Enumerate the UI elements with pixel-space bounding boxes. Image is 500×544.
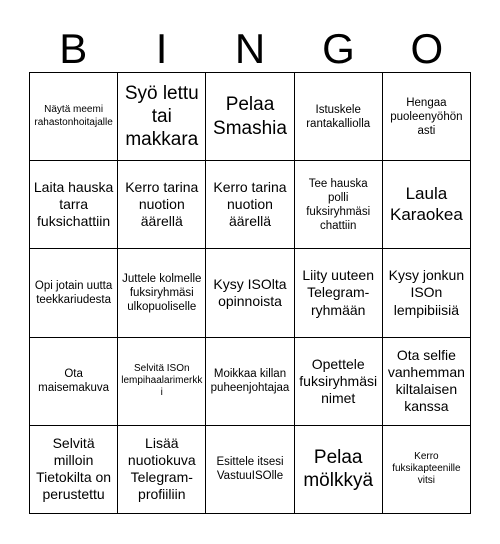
bingo-cell[interactable] (30, 73, 118, 161)
bingo-cell-text: Selvitä milloin Tietokilta on perustettu (36, 435, 112, 503)
bingo-cell-text: Kysy ISOlta opinnoista (213, 275, 287, 309)
bingo-cell-text: Juttele kolmelle fuksiryhmäsi ulkopuoliselle (122, 272, 202, 313)
bingo-cell-text: Kerro tarina nuotion äärellä (213, 179, 287, 230)
bingo-cell-text: Istuskele rantakalliolla (306, 103, 371, 130)
bingo-cell[interactable] (383, 73, 471, 161)
bingo-cell[interactable] (295, 73, 383, 161)
bingo-cell[interactable] (30, 249, 118, 337)
bingo-cell[interactable] (30, 426, 118, 514)
bingo-cell-text: Näytä meemi rahastonhoitajalle (34, 104, 113, 128)
bingo-cell[interactable] (295, 338, 383, 426)
header-letter-g: G (322, 25, 355, 72)
bingo-cell-text: Kerro tarina nuotion äärellä (125, 179, 199, 230)
bingo-cell[interactable] (383, 426, 471, 514)
header-letter-n: N (234, 25, 266, 72)
bingo-cell-text: Kerro fuksikapteenille vitsi (392, 451, 461, 487)
bingo-cell-text: Laula Karaokea (390, 184, 463, 224)
bingo-cell[interactable] (383, 338, 471, 426)
bingo-cell-text: Syö lettu tai makkara (124, 82, 199, 151)
bingo-cell-text: Lisää nuotiokuva Telegram-profiiliin (127, 435, 196, 503)
bingo-cell[interactable] (206, 161, 294, 249)
bingo-cell[interactable] (206, 73, 294, 161)
bingo-cell-text: Pelaa Smashia (213, 94, 287, 139)
bingo-cell[interactable] (295, 249, 383, 337)
bingo-cell[interactable] (383, 161, 471, 249)
bingo-cell[interactable] (118, 73, 206, 161)
header-letter-i: I (155, 25, 168, 72)
bingo-cell-text: Moikkaa killan puheenjohtajaa (210, 368, 290, 395)
bingo-cell[interactable] (206, 338, 294, 426)
bingo-grid (29, 72, 471, 514)
bingo-cell[interactable] (295, 161, 383, 249)
bingo-cell[interactable] (206, 426, 294, 514)
header-letter-o: O (410, 25, 444, 72)
bingo-cell[interactable] (206, 249, 294, 337)
bingo-cell[interactable] (118, 338, 206, 426)
bingo-cell-text: Laita hauska tarra fuksichattiin (33, 179, 114, 230)
bingo-cell-text: Liity uuteen Telegram-ryhmään (302, 267, 374, 318)
bingo-cell-text: Tee hauska polli fuksiryhmäsi chattiin (306, 177, 371, 232)
bingo-cell[interactable] (118, 161, 206, 249)
bingo-cell-text: Opi jotain uutta teekkariudesta (34, 279, 113, 306)
bingo-cell-text: Ota selfie vanhemman kiltalaisen kanssa (387, 347, 465, 415)
bingo-cell-text: Opettele fuksiryhmäsi nimet (299, 355, 378, 406)
bingo-header (29, 26, 471, 72)
bingo-cell-text: Selvitä ISOn lempihaalarimerkki (121, 362, 203, 399)
bingo-cell-text: Esittele itsesi VastuuISOlle (216, 456, 284, 483)
bingo-cell-text: Ota maisemakuva (38, 368, 110, 395)
bingo-cell[interactable] (118, 249, 206, 337)
bingo-cell[interactable] (30, 338, 118, 426)
bingo-cell[interactable] (30, 161, 118, 249)
bingo-cell[interactable] (383, 249, 471, 337)
bingo-cell[interactable] (295, 426, 383, 514)
bingo-cell-text: Pelaa mölkkyä (303, 447, 374, 492)
bingo-cell-text: Hengaa puoleenyöhön asti (390, 96, 463, 137)
header-letter-b: B (59, 25, 88, 72)
bingo-cell[interactable] (118, 426, 206, 514)
bingo-cell-text: Kysy jonkun ISOn lempibiisiä (388, 267, 465, 318)
